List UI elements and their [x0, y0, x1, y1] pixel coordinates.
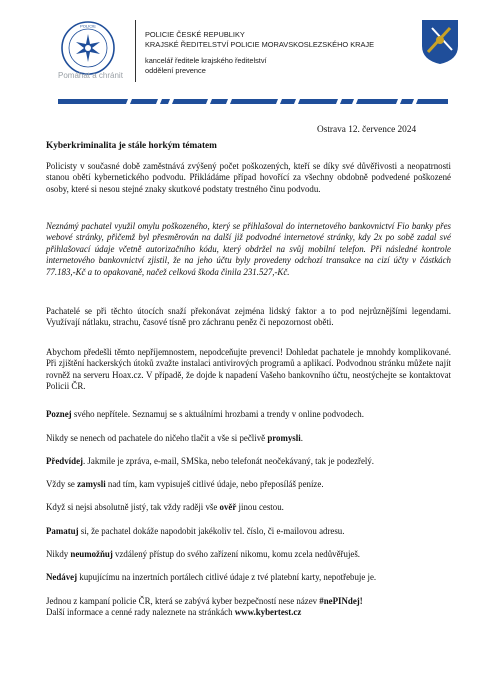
paragraph-case: Neznámý pachatel využil omylu poškozeného, který se přihlašoval do internetového bankovnictví Fio banky přes webové stránky, přičemž byl přesměrován na další již podvodné internetové stránky, kdy 2x po sobě zadal své přihlašovací údaje včetně autorizačního kódu, který obdržel na svůj mobilní telefon. Při následné kontrole internetového bankovnictví zjistil, že na jeho účtu byly provedeny odchozí transakce na cizí účty v částkách 77.183,-Kč a to opakovaně, načež celková škoda činila 231.527,-Kč.	[46, 221, 451, 277]
document-date: Ostrava 12. července 2024	[317, 125, 417, 135]
paragraph-intro: Policisty v současné době zaměstnává zvýšený počet poškozených, kteří se díky své důvěřivosti a neopatrnosti stanou obětí kybernetického podvodu. Přikládáme případ hovořící za všechny obdobně podvedené poškozené osoby, které si nesou stejné znaky skutkové podstaty trestného činu podvodu.	[46, 161, 451, 194]
closing-website: Další informace a cenné rady naleznete na stránkách www.kybertest.cz	[46, 607, 302, 617]
document-title: Kyberkriminalita je stále horkým tématem	[46, 141, 217, 151]
kybertest-link[interactable]: www.kybertest.cz	[234, 607, 302, 617]
org-line-2: KRAJSKÉ ŘEDITELSTVÍ POLICIE MORAVSKOSLEZSKÉHO KRAJE	[145, 39, 375, 49]
org-line-1: POLICIE ČESKÉ REPUBLIKY	[145, 30, 245, 39]
tip-4: Vždy se zamysli nad tím, kam vypisuješ citlivé údaje, nebo přeposíláš peníze.	[46, 479, 324, 489]
tip-6: Pamatuj si, že pachatel dokáže napodobit jakékoliv tel. číslo, či e-mailovou adresu.	[46, 526, 345, 536]
paragraph-methods: Pachatelé se při těchto útocích snaží překonávat zejména lidský faktor a to pod nejrůznějšími legendami. Využívají nátlaku, strachu, časové tísně pro záchranu peněz či nepozornost oběti.	[46, 306, 451, 328]
tip-8: Nedávej kupujícímu na inzertních portálech citlivé údaje z tvé platební karty, nepotřebuje je.	[46, 572, 377, 582]
tip-1: Poznej svého nepřítele. Seznamuj se s aktuálními hrozbami a trendy v online podvodech.	[46, 409, 364, 419]
tip-5: Když si nejsi absolutně jistý, tak vždy raději vše ověř jinou cestou.	[46, 502, 284, 512]
slogan: Pomáhat a chránit	[58, 71, 123, 80]
logo-text: POLICIE	[80, 23, 96, 29]
header-divider	[135, 20, 136, 82]
header-text	[145, 30, 374, 75]
regional-emblem-icon	[420, 18, 460, 66]
paragraph-prevention: Abychom předešli těmto nepříjemnostem, nepodceňujte prevenci! Dohledat pachatele je mnohdy komplikované. Při zjištění hackerských útoků zvažte instalaci antivirových programů a aplikací. Podvodnou stránku můžete najít rovněž na serveru Hoax.cz. V případě, že dojde k napadení Vašeho bankovního účtu, neostýchejte se kontaktovat Policii ČR.	[46, 347, 451, 392]
dept-line-1: kancelář ředitele krajského ředitelství	[145, 56, 267, 65]
tip-3: Předvídej. Jakmile je zpráva, e-mail, SMSka, nebo telefonát neočekávaný, tak je podezřelý.	[46, 456, 375, 466]
tip-2: Nikdy se nenech od pachatele do ničeho tlačit a vše si pečlivě promysli.	[46, 433, 303, 443]
tip-7: Nikdy neumožňuj vzdálený přístup do svého zařízení nikomu, komu zcela nedůvěřuješ.	[46, 549, 361, 559]
header-stripe	[58, 99, 448, 104]
dept-line-2: oddělení prevence	[145, 65, 206, 75]
closing-campaign: Jednou z kampaní policie ČR, která se zabývá kyber bezpečností nese název #nePINdej!	[46, 596, 363, 606]
police-star-logo-icon	[60, 20, 116, 76]
